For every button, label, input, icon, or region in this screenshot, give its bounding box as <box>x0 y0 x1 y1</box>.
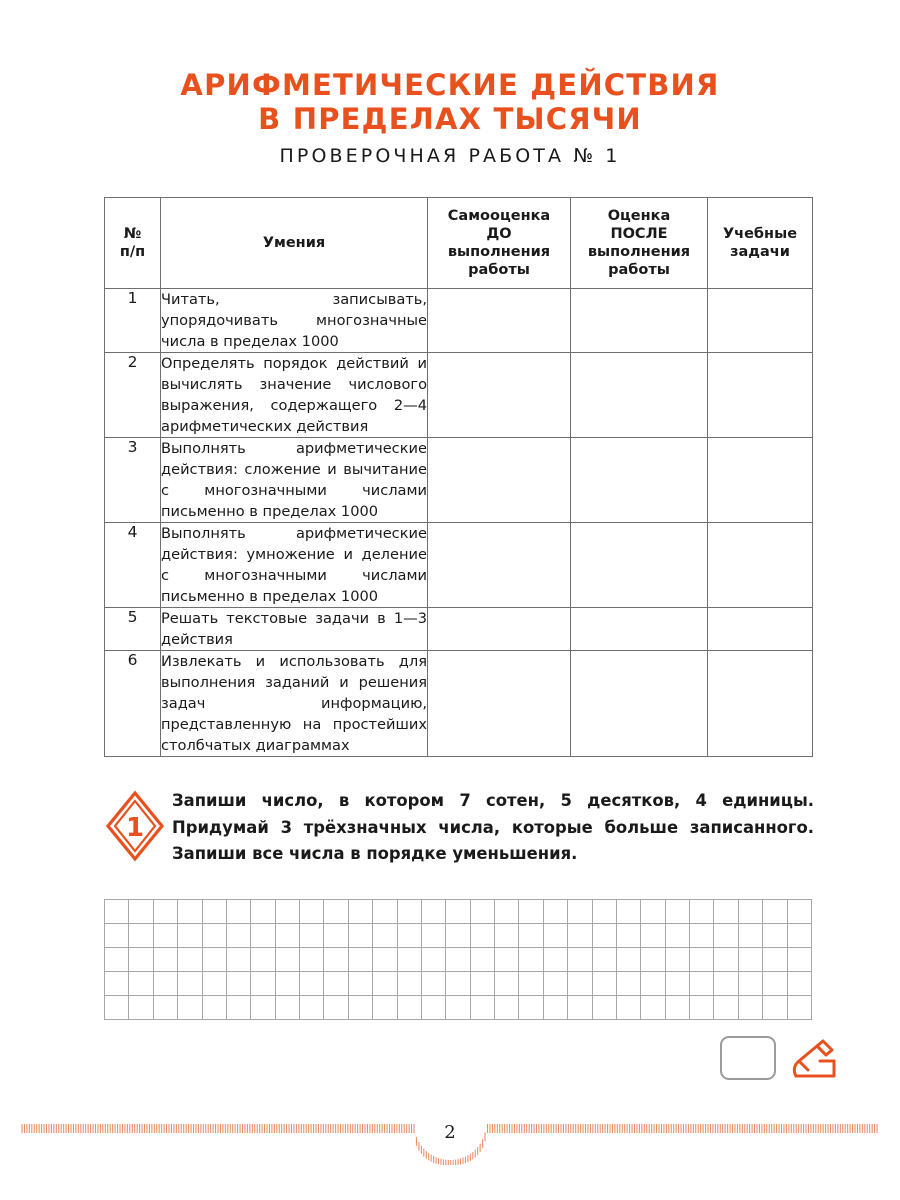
answer-grid-cell[interactable] <box>616 972 640 996</box>
assessment-after-line2: ПОСЛЕ <box>610 226 668 242</box>
answer-grid-cell[interactable] <box>421 924 445 948</box>
answer-grid-row <box>105 972 812 996</box>
column-header-number <box>105 198 161 289</box>
column-header-learning-tasks <box>708 198 813 289</box>
answer-grid-cell[interactable] <box>178 948 202 972</box>
answer-grid-cell[interactable] <box>519 972 543 996</box>
row-learning-tasks-field[interactable] <box>708 608 813 651</box>
row-assessment-after-field[interactable] <box>571 608 708 651</box>
answer-grid-cell[interactable] <box>763 924 787 948</box>
answer-grid-cell[interactable] <box>105 924 129 948</box>
answer-grid-cell[interactable] <box>226 972 250 996</box>
answer-grid-cell[interactable] <box>153 972 177 996</box>
answer-grid-cell[interactable] <box>592 948 616 972</box>
answer-grid-cell[interactable] <box>641 924 665 948</box>
answer-grid-cell[interactable] <box>324 924 348 948</box>
answer-grid-cell[interactable] <box>446 948 470 972</box>
answer-grid-cell[interactable] <box>787 900 812 924</box>
answer-grid-cell[interactable] <box>519 948 543 972</box>
diamond-badge-icon <box>104 790 166 862</box>
answer-grid-cell[interactable] <box>397 948 421 972</box>
answer-grid-cell[interactable] <box>616 924 640 948</box>
answer-grid-cell[interactable] <box>738 948 762 972</box>
answer-grid-cell[interactable] <box>690 996 714 1020</box>
row-skill-text: Решать текстовые задачи в 1—3 действия <box>161 608 428 651</box>
row-skill-text: Выполнять арифметические действия: умножение и деление с многозначными числами письменно в пределах 1000 <box>161 523 428 608</box>
column-header-skills-label: Умения <box>262 235 326 251</box>
answer-grid-cell[interactable] <box>763 996 787 1020</box>
answer-grid-cell[interactable] <box>397 972 421 996</box>
answer-grid-cell[interactable] <box>714 900 738 924</box>
pencil-writing-icon <box>790 1038 840 1084</box>
row-number: 6 <box>105 651 161 757</box>
answer-grid-cell[interactable] <box>251 996 275 1020</box>
answer-grid-cell[interactable] <box>495 996 519 1020</box>
row-self-assessment-before-field[interactable] <box>428 523 571 608</box>
answer-grid-cell[interactable] <box>470 924 494 948</box>
answer-grid-cell[interactable] <box>373 996 397 1020</box>
answer-grid-cell[interactable] <box>397 900 421 924</box>
answer-grid-cell[interactable] <box>495 972 519 996</box>
answer-grid-cell[interactable] <box>470 972 494 996</box>
self-assessment-before-line2: ДО <box>486 226 512 242</box>
task-instruction-text: Запиши число, в котором 7 сотен, 5 десятков, 4 единицы. Придумай 3 трёхзначных числа, которые больше записанного. Запиши все числа в порядке уменьшения. <box>172 791 814 863</box>
column-header-assessment-after <box>571 198 708 289</box>
answer-grid-cell[interactable] <box>251 924 275 948</box>
answer-grid-cell[interactable] <box>153 900 177 924</box>
answer-grid-cell[interactable] <box>787 996 812 1020</box>
answer-grid-cell[interactable] <box>300 900 324 924</box>
answer-grid-cell[interactable] <box>348 948 372 972</box>
answer-grid-cell[interactable] <box>690 972 714 996</box>
assessment-after-line3: выполнения <box>587 244 691 260</box>
answer-grid-cell[interactable] <box>714 972 738 996</box>
answer-grid-cell[interactable] <box>178 900 202 924</box>
answer-grid-cell[interactable] <box>641 996 665 1020</box>
answer-grid-cell[interactable] <box>665 948 689 972</box>
answer-grid-cell[interactable] <box>105 948 129 972</box>
answer-grid-cell[interactable] <box>568 900 592 924</box>
task-number-badge <box>104 790 166 862</box>
answer-grid-cell[interactable] <box>616 948 640 972</box>
column-header-number-line1: № <box>123 226 142 242</box>
answer-grid-cell[interactable] <box>105 972 129 996</box>
answer-grid-cell[interactable] <box>275 948 299 972</box>
answer-grid-cell[interactable] <box>470 900 494 924</box>
answer-grid-cell[interactable] <box>495 900 519 924</box>
answer-grid-cell[interactable] <box>763 972 787 996</box>
answer-grid-cell[interactable] <box>787 972 812 996</box>
answer-grid-cell[interactable] <box>373 924 397 948</box>
self-assessment-before-line3: выполнения <box>447 244 551 260</box>
answer-grid-cell[interactable] <box>275 996 299 1020</box>
page-subtitle: ПРОВЕРОЧНАЯ РАБОТА № 1 <box>279 145 621 167</box>
answer-grid-cell[interactable] <box>568 972 592 996</box>
answer-grid-cell[interactable] <box>153 924 177 948</box>
learning-tasks-line2: задачи <box>730 244 790 260</box>
column-header-self-assessment-before <box>428 198 571 289</box>
answer-grid-cell[interactable] <box>105 996 129 1020</box>
answer-grid[interactable] <box>104 899 812 1020</box>
answer-grid-cell[interactable] <box>470 948 494 972</box>
answer-grid-cell[interactable] <box>690 900 714 924</box>
answer-grid-cell[interactable] <box>397 996 421 1020</box>
answer-grid-cell[interactable] <box>519 900 543 924</box>
skills-table-header <box>105 198 813 289</box>
answer-grid-cell[interactable] <box>373 948 397 972</box>
answer-grid-cell[interactable] <box>519 924 543 948</box>
mark-area <box>720 1036 860 1092</box>
row-self-assessment-before-field[interactable] <box>428 289 571 353</box>
answer-grid-cell[interactable] <box>665 924 689 948</box>
answer-grid-cell[interactable] <box>543 924 567 948</box>
answer-grid-cell[interactable] <box>178 972 202 996</box>
answer-grid-cell[interactable] <box>690 948 714 972</box>
answer-grid-cell[interactable] <box>592 924 616 948</box>
answer-grid-table[interactable] <box>104 899 812 1020</box>
answer-grid-cell[interactable] <box>495 924 519 948</box>
row-assessment-after-field[interactable] <box>571 438 708 523</box>
answer-grid-cell[interactable] <box>543 948 567 972</box>
answer-grid-cell[interactable] <box>787 948 812 972</box>
answer-grid-cell[interactable] <box>226 948 250 972</box>
score-box[interactable] <box>720 1036 776 1080</box>
answer-grid-body <box>105 900 812 1020</box>
answer-grid-row <box>105 948 812 972</box>
row-number: 2 <box>105 353 161 438</box>
answer-grid-cell[interactable] <box>348 924 372 948</box>
answer-grid-cell[interactable] <box>202 972 226 996</box>
task-number-text: 1 <box>125 813 145 843</box>
table-header-row <box>105 198 813 289</box>
title-line-1: АРИФМЕТИЧЕСКИЕ ДЕЙСТВИЯ <box>180 68 720 102</box>
row-learning-tasks-field[interactable] <box>708 651 813 757</box>
row-assessment-after-field[interactable] <box>571 651 708 757</box>
answer-grid-cell[interactable] <box>348 900 372 924</box>
answer-grid-row <box>105 924 812 948</box>
answer-grid-cell[interactable] <box>202 996 226 1020</box>
answer-grid-cell[interactable] <box>519 996 543 1020</box>
answer-grid-cell[interactable] <box>446 900 470 924</box>
skills-table-body <box>105 289 813 757</box>
row-learning-tasks-field[interactable] <box>708 523 813 608</box>
answer-grid-cell[interactable] <box>129 924 153 948</box>
column-header-skills <box>161 198 428 289</box>
row-self-assessment-before-field[interactable] <box>428 353 571 438</box>
skills-table <box>104 197 813 757</box>
answer-grid-cell[interactable] <box>202 900 226 924</box>
answer-grid-cell[interactable] <box>738 972 762 996</box>
answer-grid-cell[interactable] <box>105 900 129 924</box>
answer-grid-cell[interactable] <box>592 996 616 1020</box>
row-skill-text: Выполнять арифметические действия: сложение и вычитание с многозначными числами письменно в пределах 1000 <box>161 438 428 523</box>
answer-grid-cell[interactable] <box>446 996 470 1020</box>
table-row <box>105 523 813 608</box>
answer-grid-cell[interactable] <box>421 996 445 1020</box>
answer-grid-cell[interactable] <box>543 972 567 996</box>
answer-grid-cell[interactable] <box>568 996 592 1020</box>
answer-grid-cell[interactable] <box>153 948 177 972</box>
answer-grid-cell[interactable] <box>665 972 689 996</box>
table-row <box>105 353 813 438</box>
answer-grid-cell[interactable] <box>300 948 324 972</box>
answer-grid-cell[interactable] <box>324 948 348 972</box>
answer-grid-cell[interactable] <box>568 948 592 972</box>
page-number: 2 <box>444 1122 456 1143</box>
answer-grid-cell[interactable] <box>226 900 250 924</box>
answer-grid-cell[interactable] <box>421 972 445 996</box>
answer-grid-cell[interactable] <box>129 900 153 924</box>
answer-grid-cell[interactable] <box>470 996 494 1020</box>
answer-grid-cell[interactable] <box>397 924 421 948</box>
answer-grid-cell[interactable] <box>665 900 689 924</box>
self-assessment-before-line1: Самооценка <box>447 208 551 224</box>
answer-grid-cell[interactable] <box>348 996 372 1020</box>
answer-grid-cell[interactable] <box>324 900 348 924</box>
answer-grid-cell[interactable] <box>787 924 812 948</box>
answer-grid-cell[interactable] <box>738 924 762 948</box>
answer-grid-cell[interactable] <box>421 900 445 924</box>
answer-grid-cell[interactable] <box>348 972 372 996</box>
answer-grid-cell[interactable] <box>714 996 738 1020</box>
task-block <box>104 788 814 868</box>
answer-grid-cell[interactable] <box>641 948 665 972</box>
row-skill-text: Извлекать и использовать для выполнения заданий и решения задач информацию, представленную на простейших столбчатых диаграммах <box>161 651 428 757</box>
row-skill-text: Определять порядок действий и вычислять значение числового выражения, содержащего 2—4 арифметических действия <box>161 353 428 438</box>
answer-grid-cell[interactable] <box>543 996 567 1020</box>
answer-grid-cell[interactable] <box>738 900 762 924</box>
answer-grid-cell[interactable] <box>592 900 616 924</box>
table-row <box>105 608 813 651</box>
answer-grid-row <box>105 996 812 1020</box>
row-skill-text: Читать, записывать, упорядочивать многозначные числа в пределах 1000 <box>161 289 428 353</box>
answer-grid-cell[interactable] <box>446 972 470 996</box>
answer-grid-cell[interactable] <box>275 972 299 996</box>
answer-grid-cell[interactable] <box>665 996 689 1020</box>
answer-grid-cell[interactable] <box>251 900 275 924</box>
answer-grid-cell[interactable] <box>641 900 665 924</box>
learning-tasks-line1: Учебные <box>722 226 798 242</box>
row-assessment-after-field[interactable] <box>571 353 708 438</box>
answer-grid-cell[interactable] <box>300 996 324 1020</box>
row-learning-tasks-field[interactable] <box>708 353 813 438</box>
assessment-after-line1: Оценка <box>607 208 671 224</box>
row-number: 4 <box>105 523 161 608</box>
answer-grid-cell[interactable] <box>251 972 275 996</box>
table-row <box>105 289 813 353</box>
answer-grid-cell[interactable] <box>568 924 592 948</box>
row-assessment-after-field[interactable] <box>571 523 708 608</box>
answer-grid-cell[interactable] <box>592 972 616 996</box>
answer-grid-cell[interactable] <box>495 948 519 972</box>
row-learning-tasks-field[interactable] <box>708 289 813 353</box>
answer-grid-cell[interactable] <box>763 900 787 924</box>
answer-grid-row <box>105 900 812 924</box>
table-row <box>105 651 813 757</box>
answer-grid-cell[interactable] <box>129 948 153 972</box>
answer-grid-cell[interactable] <box>153 996 177 1020</box>
answer-grid-cell[interactable] <box>738 996 762 1020</box>
answer-grid-cell[interactable] <box>226 996 250 1020</box>
answer-grid-cell[interactable] <box>714 948 738 972</box>
row-number: 5 <box>105 608 161 651</box>
answer-grid-cell[interactable] <box>129 996 153 1020</box>
answer-grid-cell[interactable] <box>373 900 397 924</box>
answer-grid-cell[interactable] <box>616 996 640 1020</box>
answer-grid-cell[interactable] <box>324 972 348 996</box>
answer-grid-cell[interactable] <box>202 924 226 948</box>
row-number: 3 <box>105 438 161 523</box>
answer-grid-cell[interactable] <box>446 924 470 948</box>
answer-grid-cell[interactable] <box>421 948 445 972</box>
answer-grid-cell[interactable] <box>324 996 348 1020</box>
answer-grid-cell[interactable] <box>714 924 738 948</box>
answer-grid-cell[interactable] <box>616 900 640 924</box>
title-line-2: В ПРЕДЕЛАХ ТЫСЯЧИ <box>258 102 642 136</box>
row-self-assessment-before-field[interactable] <box>428 608 571 651</box>
answer-grid-cell[interactable] <box>543 900 567 924</box>
column-header-number-line2: п/п <box>119 244 146 260</box>
answer-grid-cell[interactable] <box>226 924 250 948</box>
answer-grid-cell[interactable] <box>178 996 202 1020</box>
answer-grid-cell[interactable] <box>275 900 299 924</box>
table-row <box>105 438 813 523</box>
answer-grid-cell[interactable] <box>763 948 787 972</box>
answer-grid-cell[interactable] <box>690 924 714 948</box>
answer-grid-cell[interactable] <box>251 948 275 972</box>
answer-grid-cell[interactable] <box>178 924 202 948</box>
row-number: 1 <box>105 289 161 353</box>
answer-grid-cell[interactable] <box>202 948 226 972</box>
answer-grid-cell[interactable] <box>300 972 324 996</box>
answer-grid-cell[interactable] <box>129 972 153 996</box>
row-assessment-after-field[interactable] <box>571 289 708 353</box>
answer-grid-cell[interactable] <box>641 972 665 996</box>
answer-grid-cell[interactable] <box>275 924 299 948</box>
page-header <box>0 68 900 167</box>
answer-grid-cell[interactable] <box>300 924 324 948</box>
assessment-after-line4: работы <box>608 262 670 278</box>
row-learning-tasks-field[interactable] <box>708 438 813 523</box>
self-assessment-before-line4: работы <box>468 262 530 278</box>
row-self-assessment-before-field[interactable] <box>428 438 571 523</box>
answer-grid-cell[interactable] <box>373 972 397 996</box>
row-self-assessment-before-field[interactable] <box>428 651 571 757</box>
